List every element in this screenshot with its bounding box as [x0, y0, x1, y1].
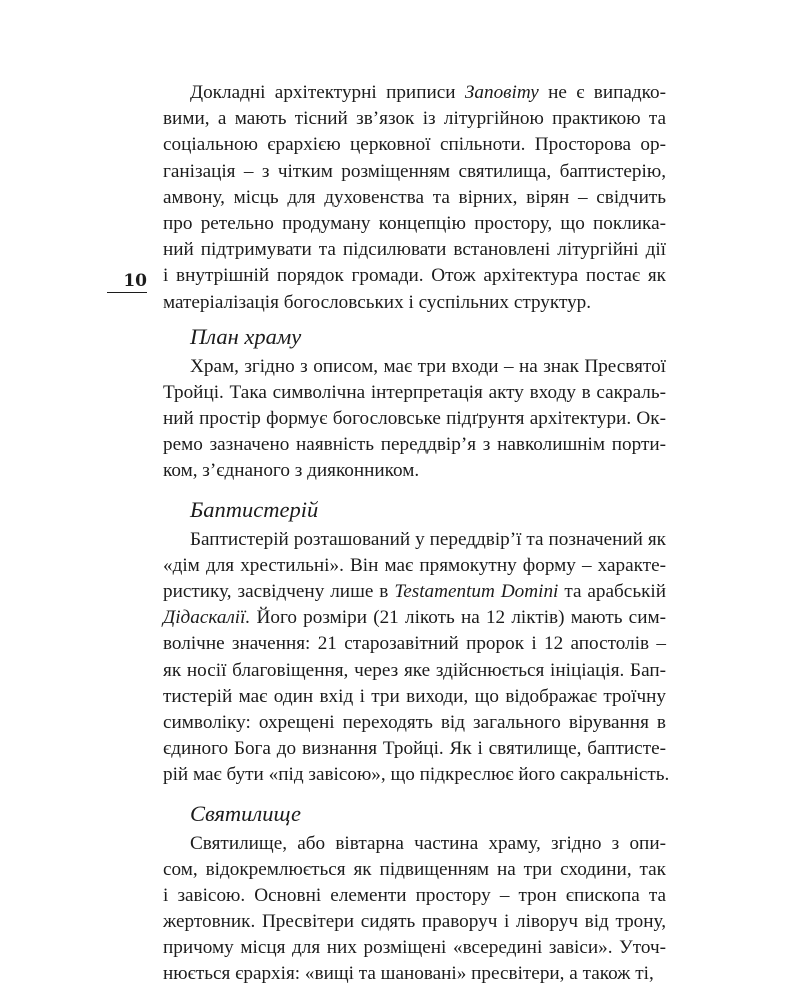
text-line: сом, відокремлюється як підвищенням на три сходини, так	[163, 858, 666, 880]
text-line: і внутрішній порядок громади. Отож архітектура постає як	[163, 265, 666, 287]
text-line: єдиного Бога до визнання Тройці. Як і святилище, баптисте-	[163, 738, 666, 760]
text-line: символіку: охрещені переходять від загального вірування в	[163, 711, 666, 733]
text-line: Баптистерій розташований у переддвір’ї та позначений як	[190, 528, 666, 550]
italic-term: Дідаскалії.	[163, 607, 251, 629]
intro-paragraph	[163, 80, 666, 316]
section-heading: Баптистерій	[190, 496, 319, 522]
text-line: волічне значення: 21 старозавітний пророк і 12 апостолів –	[163, 633, 666, 655]
section-paragraph	[163, 831, 666, 988]
text-line: ний підтримувати та підсилювати встановлені літургійні дії	[163, 239, 666, 261]
text-line: нюється єрархія: «вищі та шановані» пресвітери, а також ті,	[163, 963, 654, 985]
text-line: Дідаскалії. Його розміри (21 лікоть на 12 ліктів) мають сим-	[163, 607, 666, 629]
text-line: амвону, місць для духовенства та вірних, вірян – свідчить	[163, 186, 666, 208]
text-line: ристику, засвідчену лише в Testamentum Domini та арабській	[163, 581, 666, 602]
text-line: і завісою. Основні елементи простору – трон єпископа та	[163, 884, 666, 906]
text-line: рій має бути «під завісою», що підкреслює його сакральність.	[163, 764, 670, 786]
text-line: соціальною єрархією церковної спільноти. Просторова ор-	[163, 134, 666, 156]
section-heading: План храму	[190, 323, 302, 349]
text-line: тистерій має один вхід і три виходи, що відображає троїчну	[163, 685, 666, 707]
text-line: Тройці. Така символічна інтерпретація акту входу в сакраль-	[163, 381, 666, 403]
text-line: ний простір формує богословське підґрунтя архітектури. Ок-	[163, 408, 666, 430]
italic-term: Testamentum Domini	[394, 581, 559, 602]
text-line: «дім для хрестильні». Він має прямокутну форму – характе-	[163, 554, 666, 576]
text-column	[163, 80, 670, 988]
text-line: як носії благовіщення, через яке здійснюється ініціація. Бап-	[163, 659, 666, 681]
text-line: ком, з’єднаного з дияконником.	[163, 460, 420, 482]
text-line: Докладні архітектурні приписи Заповіту не є випадко-	[190, 82, 666, 103]
text-line: Храм, згідно з описом, має три входи – на знак Пресвятої	[190, 355, 666, 377]
section-paragraph	[163, 527, 670, 789]
italic-term: Заповіту	[464, 82, 539, 103]
text-line: жертовник. Пресвітери сидять праворуч і ліворуч від трону,	[163, 911, 666, 933]
text-line: про ретельно продуману концепцію простору, що поклика-	[163, 212, 666, 234]
text-line: ремо зазначено наявність переддвір’я з навколишнім порти-	[163, 434, 666, 456]
section-heading: Святилище	[190, 800, 302, 826]
page-number: 10	[107, 272, 147, 293]
text-line: вими, а мають тісний зв’язок із літургійною практикою та	[163, 108, 666, 130]
text-line: причому місця для них розміщені «всередині завіси». Уточ-	[163, 937, 666, 959]
text-line: ганізація – з чітким розміщенням святилища, баптистерію,	[163, 160, 666, 182]
text-line: Святилище, або вівтарна частина храму, згідно з опи-	[190, 832, 666, 854]
text-line: матеріалізація богословських і суспільних структур.	[163, 291, 592, 313]
section-paragraph	[163, 354, 666, 485]
